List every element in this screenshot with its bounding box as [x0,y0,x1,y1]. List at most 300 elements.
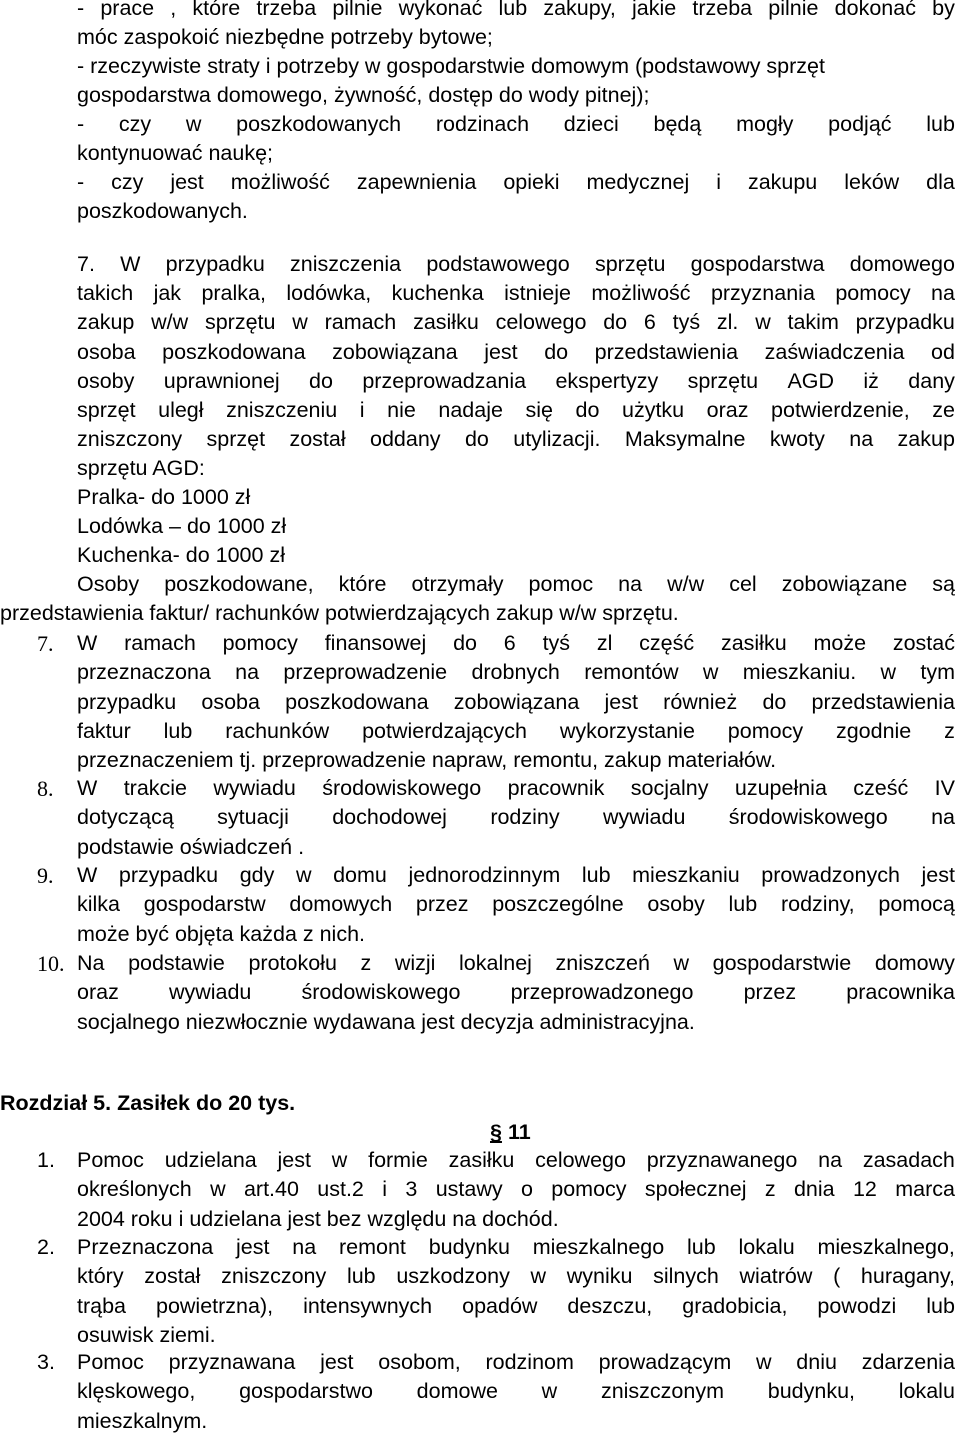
word: budynku, [767,1379,855,1404]
list-item-line: mieszkalnym. [77,1408,208,1433]
word: został [144,1264,201,1289]
text-line: - rzeczywiste straty i potrzeby w gospodarstwie domowym (podstawowy sprzęt [77,54,825,78]
word: podstawowego [426,252,570,276]
text-line: kontynuować naukę; [77,141,274,165]
word: domowych [289,892,393,917]
word: jest [320,1350,354,1374]
word: w [530,1264,547,1289]
word: Przeznaczona [77,1235,214,1259]
word: 7. [77,252,95,276]
list-item-line [77,1233,955,1262]
word: na [849,427,874,451]
word: tyś [672,310,701,334]
point-7-line [77,279,955,308]
word: dniu [796,1350,837,1374]
word: lub [163,718,193,743]
word: potwierdzających [362,718,528,743]
price-lodowka: Lodówka – do 1000 zł [77,514,287,538]
word: jak [153,281,182,305]
word: gospodarstwie [712,951,852,975]
word: Osoby [77,572,140,596]
word: jest [236,1235,270,1259]
word: ramach [124,631,196,655]
word: prowadzonych [761,863,900,887]
word: poszkodowanych [236,112,402,136]
word: użytku [621,398,685,422]
word: w [295,863,312,887]
word: zakupu [747,170,818,194]
word: są [932,572,955,596]
word: społecznej [644,1177,747,1202]
word: nie [387,398,416,422]
word: mieszkaniu [632,863,740,887]
word: sprzęt [206,427,266,451]
word: wywiadu [602,805,686,830]
word: lub [581,863,611,887]
word: przez [415,892,469,917]
word: remont [338,1235,406,1259]
word: mieszkalnego, [817,1235,955,1259]
word: dokonać [834,0,916,20]
word: rodziny, [780,892,855,917]
word: lokalu [738,1235,795,1259]
list-number: 7. [37,631,54,656]
word: na [618,572,643,596]
list-item-line [77,629,955,658]
word: lokalu [898,1379,955,1404]
word: 6 [643,310,656,334]
word: od [931,340,955,364]
word: IV [934,776,955,800]
word: i [716,170,721,194]
word: celowego [535,1148,626,1172]
list-item-line: przeznaczeniem tj. przeprowadzenie napraw, remontu, zakup materiałów. [77,748,777,773]
word: lodówka, [286,281,372,305]
word: rodziny [490,805,560,830]
word: lub [728,892,758,917]
word: przyznania [710,281,815,305]
word: sprzętu [687,369,759,393]
word: do [453,631,477,655]
section-symbol: § [490,1120,502,1144]
word: ( [833,1264,841,1289]
word: cześć [853,776,909,800]
word: deszczu, [567,1293,653,1318]
word: przyznawana [168,1350,296,1374]
list-item-line [77,658,955,687]
word: w [210,1177,226,1202]
word: gdy [239,863,275,887]
word: wiatrów [739,1264,813,1289]
word: ustawy [435,1177,503,1202]
word: uległ [158,398,204,422]
word: rachunków [225,718,330,743]
word: może [813,631,867,655]
word: mieszkalnego [532,1235,665,1259]
word: , [170,0,177,20]
word: drobnych [471,660,560,685]
word: osoba [77,340,136,364]
word: które [192,0,241,20]
word: zobowiązana [332,340,458,364]
word: zaświadczenia [764,340,905,364]
word: W [120,252,141,276]
word: pracownika [846,980,955,1005]
list-item-line [77,1262,955,1291]
word: ust.2 [317,1177,364,1202]
word: 12 [852,1177,877,1202]
word: w [756,1350,772,1374]
list-item-line: socjalnego niezwłocznie wydawana jest decyzja administracyjna. [77,1009,695,1034]
word: wywiadu [168,980,252,1005]
word: przez [743,980,797,1005]
word: w [185,112,202,136]
list-number: 8. [37,776,54,801]
word: dany [908,369,955,393]
word: zl [596,631,613,655]
word: w [702,660,719,685]
word: określonych [77,1177,192,1202]
word: zostać [892,631,955,655]
word: marca [895,1177,955,1202]
word: pomoc [528,572,594,596]
word: uszkodzony [396,1264,510,1289]
point-7-line [77,338,955,367]
word: z [764,1177,776,1202]
list-item-line [77,949,955,978]
word: cel [729,572,757,596]
word: przypadku [118,863,219,887]
word: pomocy [835,281,911,305]
word: będą [653,112,702,136]
word: zniszczony [221,1264,327,1289]
word: w/w [151,310,189,334]
word: środowiskowego [301,980,461,1005]
word: na [292,1235,317,1259]
word: w/w [667,572,705,596]
word: gradobicia, [682,1293,788,1318]
word: czy [118,112,152,136]
word: wykonać [398,0,483,20]
word: ekspertyzy [555,369,659,393]
word: pilnie [332,0,383,20]
word: dzieci [563,112,619,136]
word: do [544,340,569,364]
word: lub [926,112,955,136]
list-item-line [77,978,955,1007]
point-7-line: przedstawienia faktur/ rachunków potwierdzających zakup w/w sprzętu. [0,601,679,625]
text-line: poszkodowanych. [77,199,248,223]
word: oraz [77,980,119,1005]
word: sytuacji [217,805,289,830]
word: domu [333,863,387,887]
word: takich [77,281,134,305]
word: kuchenka [391,281,484,305]
word: budynku [428,1235,510,1259]
word: jest [484,340,518,364]
word: zobowiązana [453,689,580,714]
list-item-line [77,803,955,832]
word: trzeba [692,0,753,20]
point-7-line [77,250,955,279]
paragraph-number: 11 [507,1120,531,1144]
word: osoby [77,369,135,393]
word: zasadach [862,1148,955,1172]
word: 3 [405,1177,418,1202]
word: - [77,0,85,20]
word: osoby [647,892,705,917]
word: zasiłku [448,1148,515,1172]
word: wykorzystanie [559,718,695,743]
word: sprzętu [204,310,276,334]
word: przeznaczona [77,660,211,685]
word: celowego [495,310,587,334]
word: 6 [503,631,516,655]
word: pracownik [507,776,605,800]
word: zniszczeniu [226,398,338,422]
point-7-line [77,308,955,337]
word: - [77,170,85,194]
word: medycznej [586,170,690,194]
list-item-line [77,1146,955,1175]
word: dochodowej [332,805,447,830]
word: pomocy [551,1177,627,1202]
word: środowiskowego [322,776,482,800]
word: zobowiązane [781,572,908,596]
word: w [541,1379,558,1404]
word: zasiłku [720,631,787,655]
word: poszkodowana [285,689,429,714]
word: AGD [787,369,835,393]
word: wywiadu [213,776,296,800]
chapter-heading: Rozdział 5. Zasiłek do 20 tys. [0,1091,296,1115]
word: opieki [503,170,560,194]
word: iż [863,369,879,393]
word: osoba [201,689,260,714]
word: jest [277,1148,311,1172]
text-line: móc zaspokoić niezbędne potrzeby bytowe; [77,25,493,49]
word: został [289,427,346,451]
point-7-line [77,396,955,425]
word: lub [498,0,528,20]
word: do [603,310,628,334]
word: przeprowadzania [362,369,527,393]
word: formie [368,1148,428,1172]
word: klęskowego, [77,1379,196,1404]
word: dla [926,170,955,194]
list-number: 10. [37,951,65,976]
list-item-line [77,890,955,919]
list-number: 9. [37,863,54,888]
word: gospodarstw [143,892,266,917]
word: lub [926,1293,955,1318]
word: dnia [793,1177,835,1202]
paragraph-mark [490,1118,531,1147]
word: zniszczony [77,427,183,451]
text-line: gospodarstwa domowego, żywność, dostęp do wody pitnej); [77,83,650,107]
word: zasiłku [413,310,479,334]
list-item-line [77,688,955,717]
word: jest [921,863,955,887]
word: czy [111,170,144,194]
word: powodzi [817,1293,897,1318]
word: pomocą [878,892,955,917]
list-item-line: osuwisk ziemi. [77,1322,216,1347]
word: leków [844,170,900,194]
list-number: 2. [37,1235,55,1259]
point-7-line [77,367,955,396]
word: zgodnie [835,718,912,743]
word: opadów [462,1293,538,1318]
word: do [575,398,600,422]
word: przypadku [855,310,955,334]
word: zdarzenia [861,1350,955,1374]
word: na [931,281,955,305]
word: kilka [77,892,121,917]
word: prowadzącym [598,1350,732,1374]
word: się [525,398,553,422]
word: z [944,718,955,743]
justified-line [77,168,955,197]
word: jakie [632,0,677,20]
list-item-line [77,1292,955,1321]
word: uzupełnia [734,776,827,800]
word: o [520,1177,533,1202]
word: przypadku [77,689,177,714]
word: poszkodowana [162,340,306,364]
word: które [338,572,387,596]
word: finansowej [324,631,427,655]
word: Na [77,951,105,975]
point-7-line [77,570,955,599]
word: podstawie [128,951,225,975]
word: osobom, [378,1350,461,1374]
word: zniszczonym [600,1379,724,1404]
word: podjąć [828,112,892,136]
word: w [673,951,690,975]
word: domowe [416,1379,498,1404]
word: Pomoc [77,1350,144,1374]
word: zakup [77,310,135,334]
list-number: 1. [37,1148,55,1172]
word: który [77,1264,124,1289]
word: możliwość [230,170,330,194]
word: ramach [324,310,397,334]
word: w [331,1148,348,1172]
word: intensywnych [303,1293,433,1318]
word: silnych [653,1264,719,1289]
word: jednorodzinnym [408,863,561,887]
word: prace [100,0,155,20]
word: lokalnej [459,951,532,975]
word: wyniku [566,1264,633,1289]
word: gospodarstwo [239,1379,373,1404]
word: domowy [874,951,955,975]
word: trzeba [256,0,317,20]
word: zakupy, [543,0,616,20]
word: rodzinom [485,1350,574,1374]
word: art.40 [243,1177,299,1202]
list-item-line: 2004 roku i udzielana jest bez względu na dochód. [77,1206,559,1231]
point-7-line: sprzętu AGD: [77,456,205,480]
word: na [931,805,955,830]
word: mieszkaniu. [742,660,857,685]
word: do [309,369,333,393]
word: W [77,863,98,887]
word: w [292,310,308,334]
word: jest [604,689,638,714]
price-kuchenka: Kuchenka- do 1000 zł [77,543,285,567]
word: pomocy [727,718,804,743]
word: socjalny [630,776,709,800]
word: poszczególne [492,892,624,917]
word: na [235,660,260,685]
word: w [755,310,771,334]
word: przeprowadzenie [283,660,448,685]
word: Pomoc [77,1148,144,1172]
word: pomocy [222,631,298,655]
word: poszkodowane, [164,572,314,596]
word: przyznawanego [646,1148,798,1172]
word: protokołu [248,951,337,975]
list-item-line [77,1377,955,1406]
word: zniszczenia [290,252,402,276]
word: W [77,631,98,655]
word: huragany, [860,1264,955,1289]
word: pralka, [201,281,266,305]
list-item-line: może być objęta każda z nich. [77,921,366,946]
word: rodzinach [435,112,530,136]
word: zapewnienia [356,170,477,194]
word: oddany [370,427,441,451]
word: możliwość [591,281,691,305]
word: istnieje [504,281,571,305]
word: z [360,951,372,975]
text-line [77,110,955,139]
text-line [77,168,955,197]
word: zl. [716,310,739,334]
word: sprzęt [77,398,136,422]
word: jest [170,170,204,194]
word: zniszczeń [555,951,650,975]
word: ze [932,398,955,422]
word: zakup [897,427,955,451]
word: lub [346,1264,376,1289]
word: i [382,1177,388,1202]
word: kwoty [769,427,825,451]
word: również [663,689,738,714]
word: w [880,660,897,685]
list-item-line [77,774,955,803]
word: by [932,0,955,20]
word: przedstawienia [594,340,739,364]
word: uprawnionej [163,369,280,393]
word: do [762,689,787,714]
list-item-line [77,1348,955,1377]
word: nadaje [438,398,503,422]
point-7-line [77,425,955,454]
word: pilnie [768,0,819,20]
text-line [77,0,955,23]
word: przedstawienia [811,689,955,714]
word: Maksymalne [624,427,746,451]
word: gospodarstwa [690,252,825,276]
word: sprzętu [594,252,666,276]
justified-line [77,110,955,139]
word: utylizacji. [513,427,601,451]
word: remontów [584,660,679,685]
word: przypadku [165,252,265,276]
